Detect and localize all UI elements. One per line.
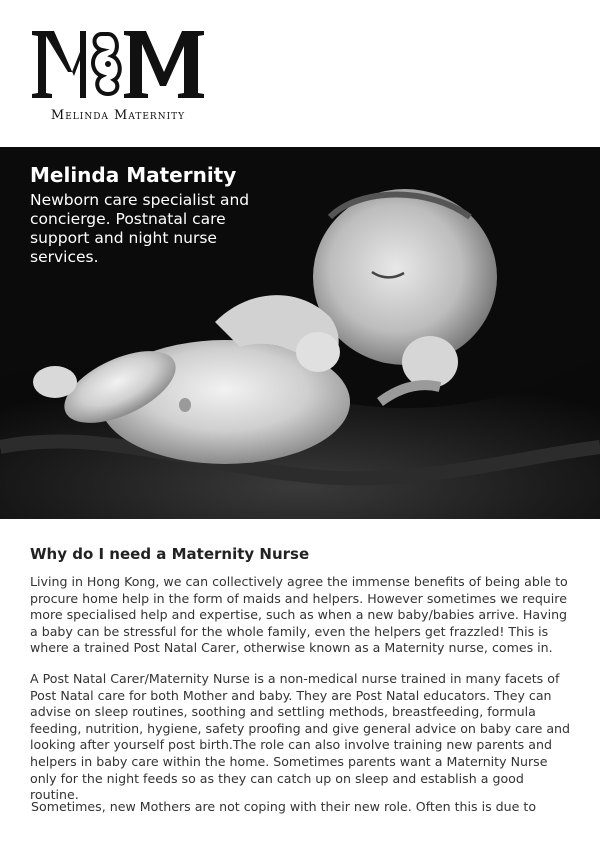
hero-subtitle: Newborn care specialist and concierge. Postnatal care support and night nurse services.: [30, 191, 250, 266]
section-heading: Why do I need a Maternity Nurse: [30, 545, 310, 563]
brand-name: Melinda Maternity: [50, 108, 186, 123]
hero-title: Melinda Maternity: [30, 163, 237, 187]
hero-banner: [0, 147, 600, 519]
monogram-logo-graphic: [28, 24, 208, 104]
brand-logo: [28, 24, 208, 128]
paragraph-intro: Living in Hong Kong, we can collectively agree the immense benefits of being able to procure home help in the form of maids and helpers. However sometimes we require more specialised help and expertise, such as when a new baby/babies arrive. Having a baby can be stressful for the whole family, even the helpers get frazzled! This is where a trained Post Natal Carer, otherwise known as a Maternity nurse, comes in.: [30, 574, 568, 656]
paragraph-coping: Sometimes, new Mothers are not coping with their new role. Often this is due to: [31, 799, 537, 814]
paragraph-role: A Post Natal Carer/Maternity Nurse is a non-medical nurse trained in many facets of Post Natal care for both Mother and baby. They are Post Natal educators. They can advise on sleep routines, soothing and settling methods, breastfeeding, formula feeding, nutrition, hygiene, safety proofing and give general advice on baby care and looking after yourself post birth.The role can also involve training new parents and helpers in baby care within the home. Sometimes parents want a Maternity Nurse only for the night feeds so as they can catch up on sleep and establish a good routine.: [30, 671, 571, 803]
